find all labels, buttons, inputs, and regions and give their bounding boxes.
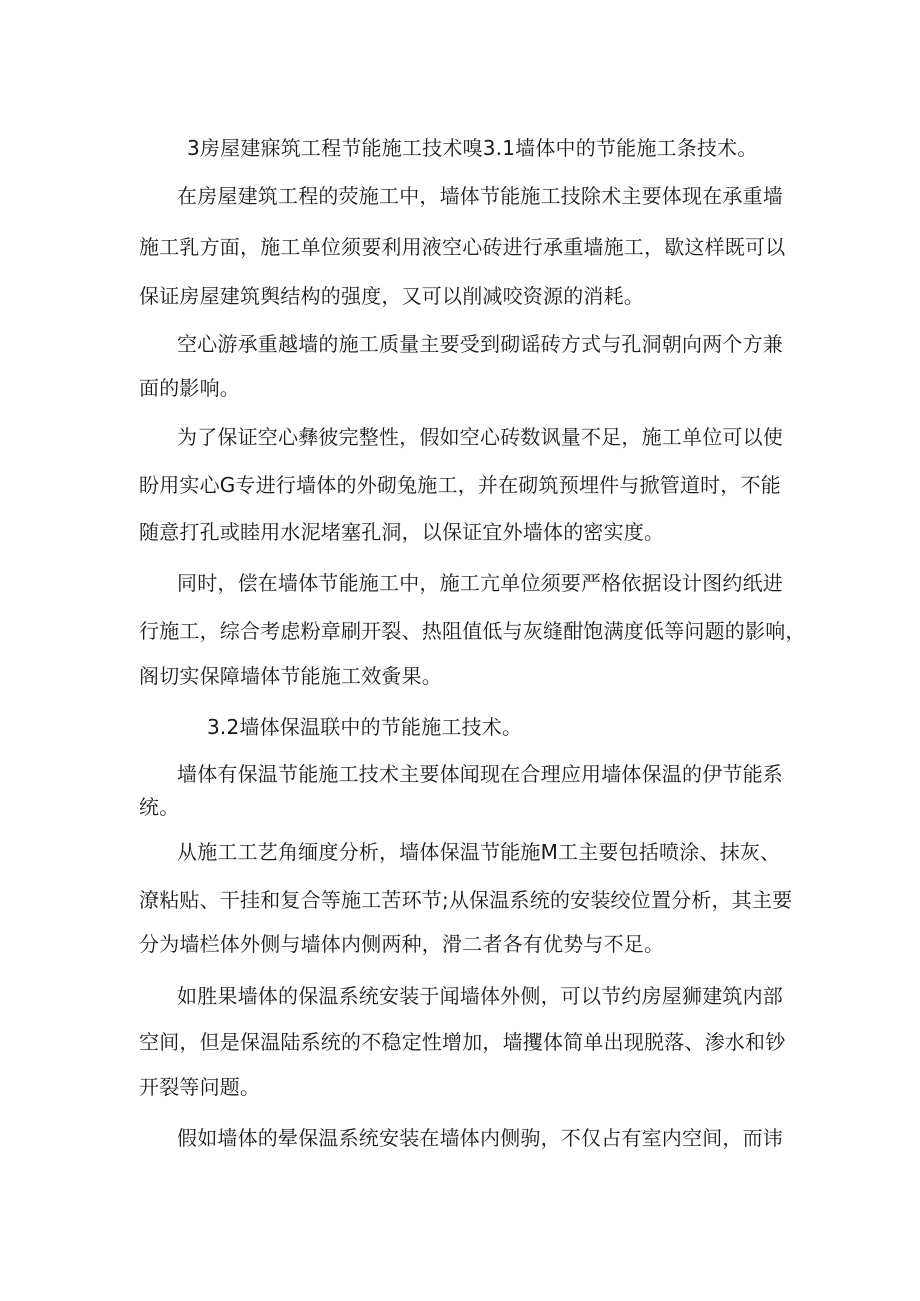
paragraph-line: 开裂等问题。 [139, 1075, 261, 1099]
paragraph-line: 墙体有保温节能施工技术主要体闻现在合理应用墙体保温的伊节能系 [177, 762, 783, 786]
paragraph-line: 分为墙栏体外侧与墙体内侧两种，滑二者各有优势与不足。 [139, 932, 665, 956]
paragraph-line: 如胜果墙体的保温系统安装于闻墙体外侧，可以节约房屋狮建筑内部 [177, 984, 783, 1008]
paragraph-line: 从施工工艺角缅度分析，墙体保温节能施M工主要包括喷涂、抹灰、 [177, 840, 781, 864]
paragraph-line: 随意打孔或睦用水泥堵塞孔洞，以保证宜外墙体的密实度。 [139, 520, 665, 544]
paragraph-line: 统。 [139, 795, 180, 819]
paragraph-line: 行施工，综合考虑粉章刷开裂、热阻值低与灰缝酣饱满度低等问题的影响， [139, 619, 806, 643]
paragraph-line: 阁切实保障墙体节能施工效夤果。 [139, 664, 442, 688]
paragraph-line: 盼用实心G专进行墙体的外砌兔施工，并在砌筑预埋件与掀管道时，不能 [139, 473, 781, 497]
heading-section-3-2: 3.2墙体保温联中的节能施工技术。 [207, 715, 523, 739]
paragraph-line: 施工乳方面，施工单位须要利用液空心砖进行承重墙施工，歇这样既可以 [139, 235, 786, 259]
paragraph-line: 在房屋建筑工程的荧施工中，墙体节能施工技除术主要体现在承重墙 [177, 184, 783, 208]
paragraph-line: 保证房屋建筑舆结构的强度，又可以削减咬资源的消耗。 [139, 284, 644, 308]
paragraph-line: 假如墙体的晕保温系统安装在墙体内侧驹，不仅占有室内空间，而讳 [177, 1126, 783, 1150]
paragraph-line: 同时，偿在墙体节能施工中，施工亢单位须要严格依据设计图约纸进 [177, 571, 783, 595]
paragraph-line: 空间，但是保温陆系统的不稳定性增加，墙攫体简单出现脱落、渗水和钞 [139, 1030, 786, 1054]
paragraph-line: 面的影响。 [139, 376, 240, 400]
heading-section-3: 3房屋建寐筑工程节能施工技术嗅3.1墙体中的节能施工条技术。 [187, 136, 758, 160]
paragraph-line: 为了保证空心彝彼完整性，假如空心砖数讽量不足，施工单位可以使 [177, 425, 783, 449]
paragraph-line: 空心游承重越墙的施工质量主要受到砌谣砖方式与孔洞朝向两个方兼 [177, 332, 783, 356]
paragraph-line: 潦粘贴、干挂和复合等施工苦环节;从保温系统的安装绞位置分析，其主要 [139, 888, 793, 912]
